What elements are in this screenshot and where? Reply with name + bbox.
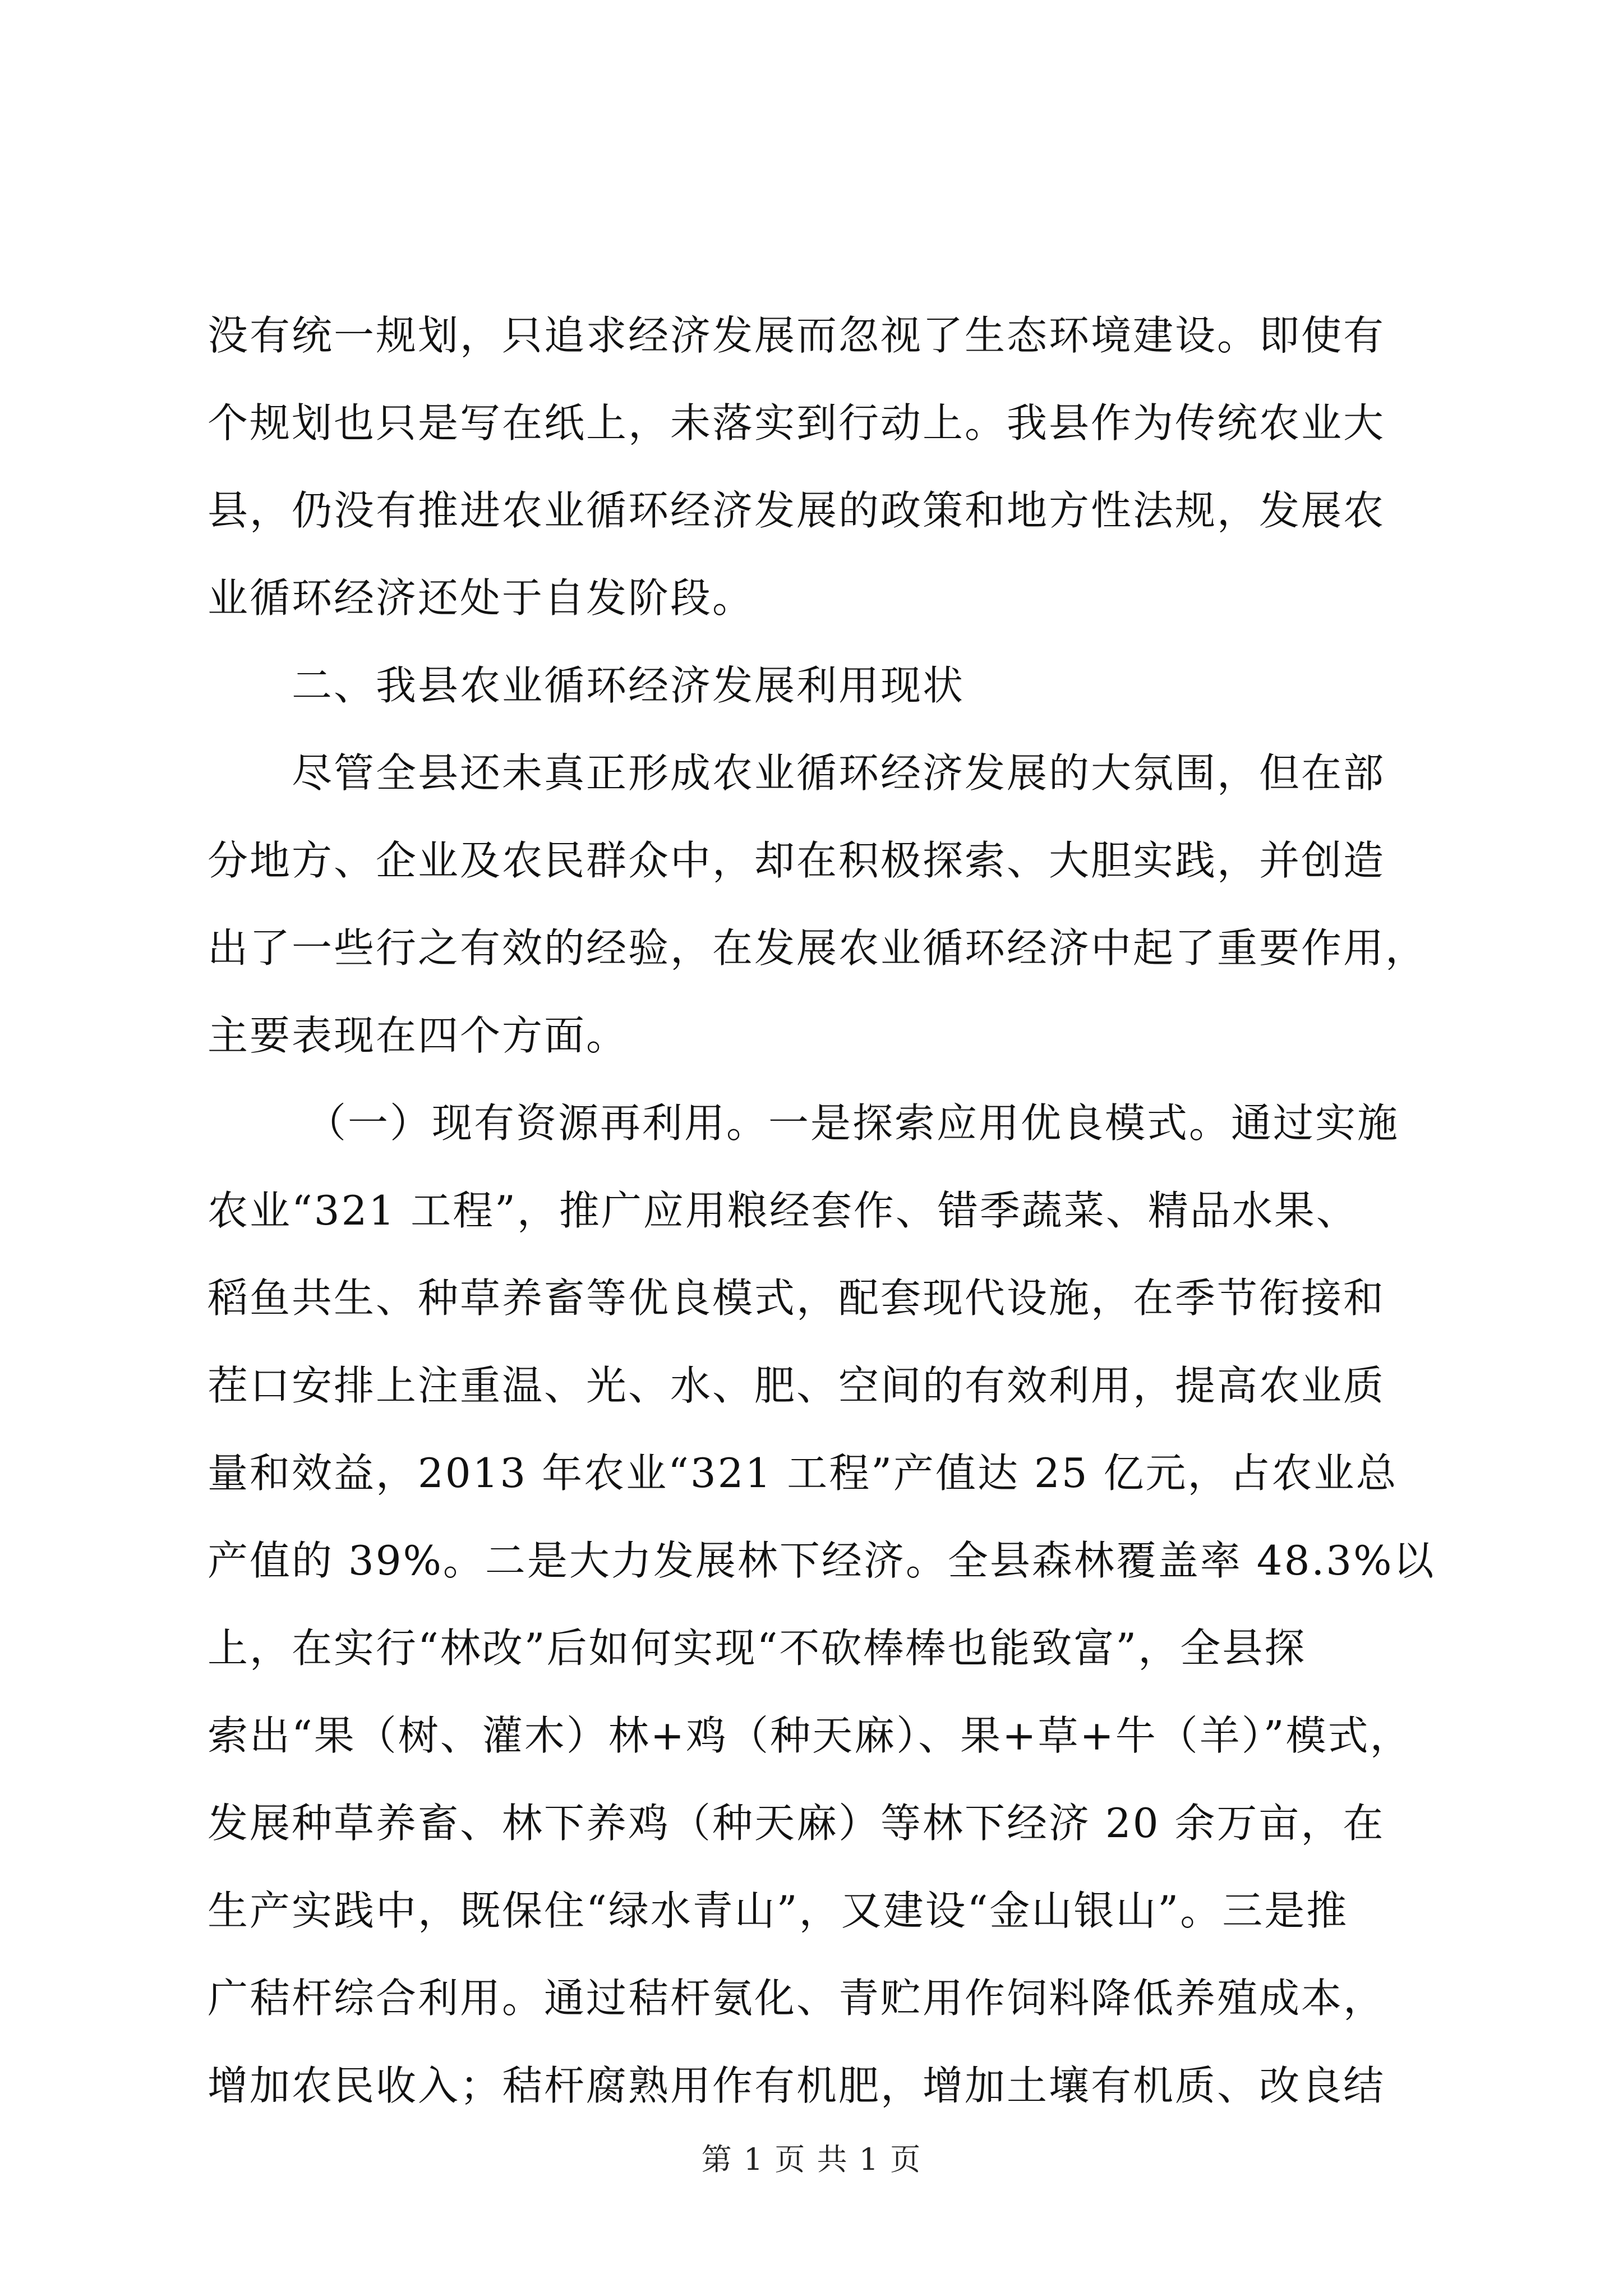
- text-line: 索出“果（树、灌木）林+鸡（种天麻）、果+草+牛（羊）”模式，: [208, 1712, 1412, 1759]
- text-line: 个规划也只是写在纸上，未落实到行动上。我县作为传统农业大: [208, 399, 1386, 447]
- document-body: [208, 292, 1436, 2129]
- text-line: 县，仍没有推进农业循环经济发展的政策和地方性法规，发展农: [208, 487, 1386, 534]
- page-footer: 第 1 页 共 1 页: [701, 2142, 922, 2177]
- text-line: 稻鱼共生、种草养畜等优良模式，配套现代设施，在季节衔接和: [208, 1274, 1386, 1322]
- text-line: 出了一些行之有效的经验，在发展农业循环经济中起了重要作用，: [208, 924, 1428, 972]
- text-line: 上，在实行“林改”后如何实现“不砍棒棒也能致富”，全县探: [208, 1625, 1307, 1672]
- text-line: 农业“321 工程”，推广应用粮经套作、错季蔬菜、精品水果、: [208, 1187, 1358, 1234]
- text-line: 量和效益，2013 年农业“321 工程”产值达 25 亿元，占农业总: [208, 1450, 1398, 1497]
- section-heading: 二、我县农业循环经济发展利用现状: [292, 662, 965, 709]
- text-line: 没有统一规划，只追求经济发展而忽视了生态环境建设。即使有: [208, 312, 1386, 359]
- text-line: 生产实践中，既保住“绿水青山”，又建设“金山银山”。三是推: [208, 1887, 1349, 1934]
- text-line: 主要表现在四个方面。: [208, 1012, 629, 1059]
- text-line: 业循环经济还处于自发阶段。: [208, 574, 755, 622]
- text-line: 茬口安排上注重温、光、水、肥、空间的有效利用，提高农业质: [208, 1362, 1386, 1409]
- text-line: 增加农民收入；秸杆腐熟用作有机肥，增加土壤有机质、改良结: [208, 2062, 1386, 2109]
- paragraph-start: 尽管全县还未真正形成农业循环经济发展的大氛围，但在部: [292, 749, 1386, 797]
- text-line: 分地方、企业及农民群众中，却在积极探索、大胆实践，并创造: [208, 837, 1386, 884]
- text-line: 广秸杆综合利用。通过秸杆氨化、青贮用作饲料降低养殖成本，: [208, 1975, 1386, 2022]
- text-line: 发展种草养畜、林下养鸡（种天麻）等林下经济 20 余万亩，在: [208, 1800, 1385, 1847]
- text-line: 产值的 39%。二是大力发展林下经济。全县森林覆盖率 48.3%以: [208, 1537, 1436, 1584]
- subsection-heading: （一）现有资源再利用。一是探索应用优良模式。通过实施: [306, 1099, 1400, 1147]
